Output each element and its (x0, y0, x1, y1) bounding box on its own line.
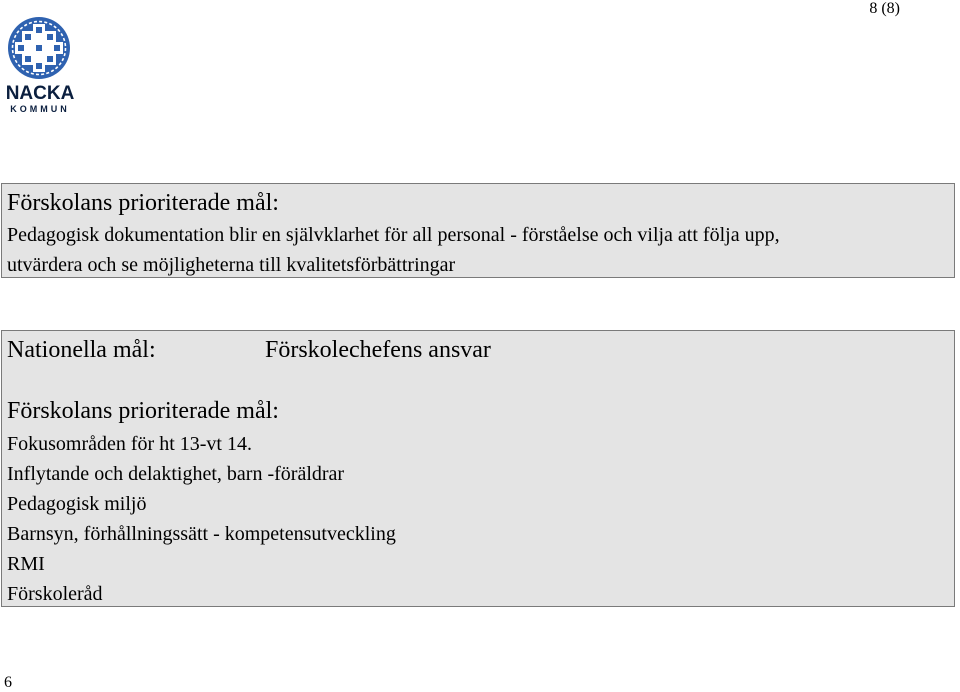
footer-page-number: 6 (4, 674, 12, 691)
list-item: RMI (7, 553, 45, 575)
logo-line-2: KOMMUN (10, 104, 70, 114)
preschool-priority-heading: Förskolans prioriterade mål: (7, 398, 279, 424)
logo-line-1: NACKA (5, 83, 75, 104)
page-number: 8 (8) (869, 0, 900, 17)
list-item: Fokusområden för ht 13-vt 14. (7, 433, 252, 455)
priority-goals-text (7, 220, 780, 280)
list-item: Barnsyn, förhållningssätt - kompetensutveckling (7, 523, 396, 545)
list-item: Förskoleråd (7, 583, 103, 605)
focus-areas-list (7, 429, 396, 609)
logo-wordmark (3, 84, 77, 114)
priority-goals-heading: Förskolans prioriterade mål: (7, 190, 279, 216)
logo-emblem-icon (3, 14, 75, 80)
national-goals-label: Nationella mål: (7, 337, 156, 363)
goals-responsibility-box (1, 330, 955, 607)
list-item: Inflytande och delaktighet, barn -föräldrar (7, 463, 345, 485)
priority-goals-line: utvärdera och se möjligheterna till kvalitetsförbättringar (7, 254, 456, 276)
priority-goals-line: Pedagogisk dokumentation blir en självklarhet för all personal - förståelse och vilja att följa upp, (7, 224, 780, 246)
nacka-kommun-logo (3, 14, 75, 114)
principal-responsibility-label: Förskolechefens ansvar (265, 337, 491, 363)
list-item: Pedagogisk miljö (7, 493, 147, 515)
priority-goals-box (1, 183, 955, 278)
